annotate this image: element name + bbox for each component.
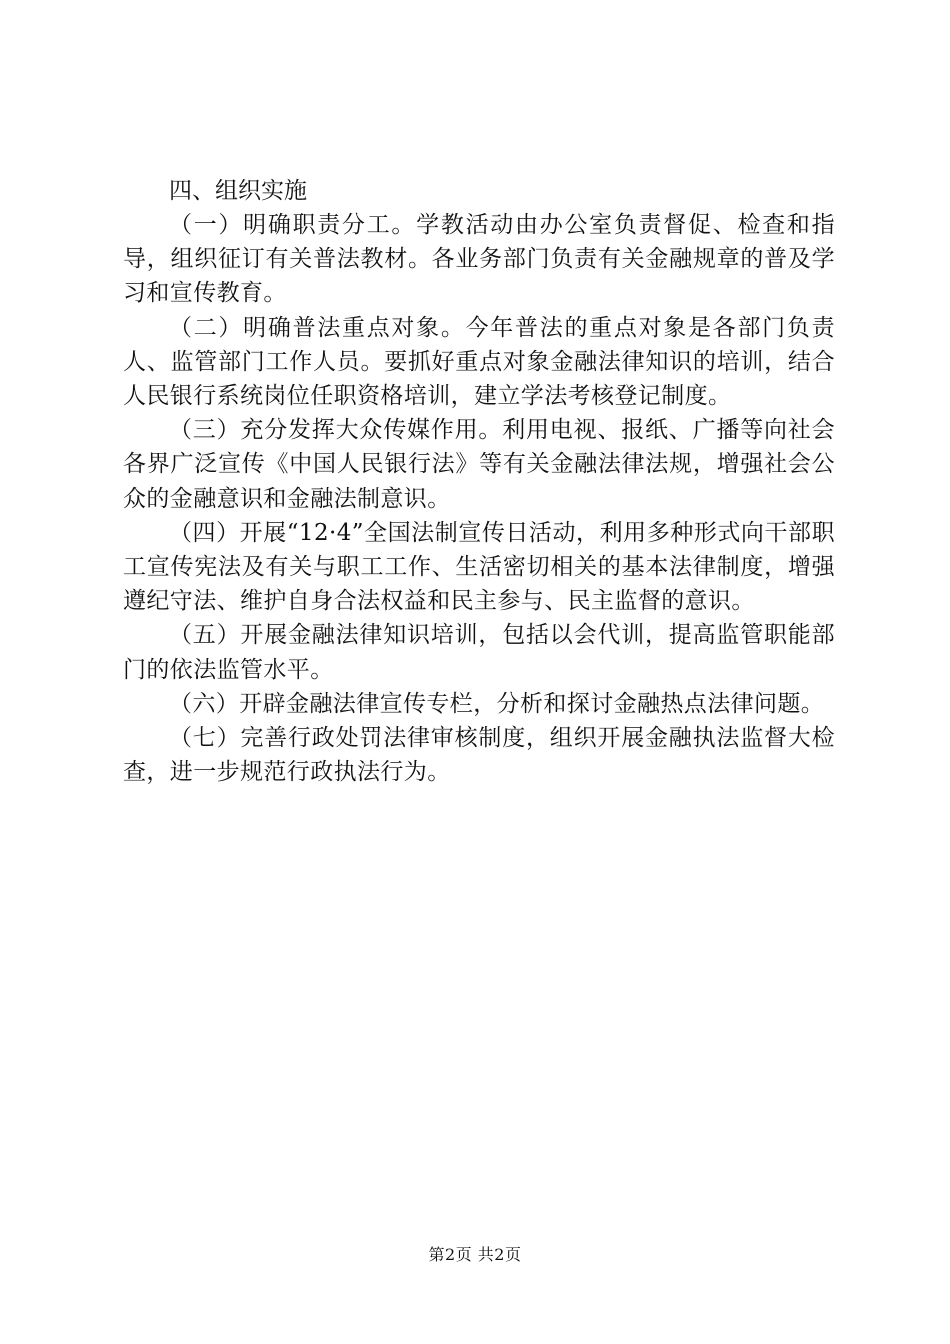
paragraph-4: （四）开展“12·4”全国法制宣传日活动，利用多种形式向干部职工宣传宪法及有关与职工工作、生活密切相关的基本法律制度，增强遵纪守法、维护自身合法权益和民主参与、民主监督的意识。 bbox=[123, 519, 835, 615]
paragraph-5: （五）开展金融法律知识培训，包括以会代训，提高监管职能部门的依法监管水平。 bbox=[123, 622, 835, 683]
paragraph-1: （一）明确职责分工。学教活动由办公室负责督促、检查和指导，组织征订有关普法教材。各业务部门负责有关金融规章的普及学习和宣传教育。 bbox=[123, 212, 835, 307]
document-body bbox=[123, 174, 835, 789]
paragraph-6: （六）开辟金融法律宣传专栏，分析和探讨金融热点法律问题。 bbox=[169, 690, 825, 717]
page-footer: 第2页 共2页 bbox=[428, 1245, 522, 1264]
paragraph-2: （二）明确普法重点对象。今年普法的重点对象是各部门负责人、监管部门工作人员。要抓好重点对象金融法律知识的培训，结合人民银行系统岗位任职资格培训，建立学法考核登记制度。 bbox=[123, 314, 835, 410]
section-heading: 四、组织实施 bbox=[169, 178, 307, 204]
paragraph-3: （三）充分发挥大众传媒作用。利用电视、报纸、广播等向社会各界广泛宣传《中国人民银行法》等有关金融法律法规，增强社会公众的金融意识和金融法制意识。 bbox=[123, 417, 835, 512]
paragraph-7: （七）完善行政处罚法律审核制度，组织开展金融执法监督大检查，进一步规范行政执法行为。 bbox=[123, 725, 835, 786]
